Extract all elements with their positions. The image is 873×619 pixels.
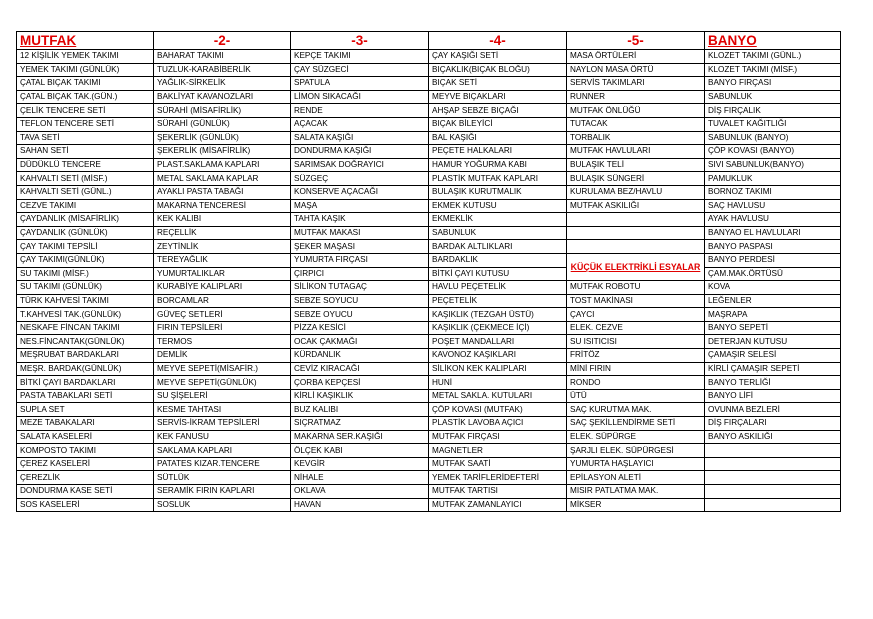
table-cell: PEÇETE HALKALARI [429, 145, 567, 159]
table-cell: KİRLİ KAŞIKLIK [291, 389, 429, 403]
table-cell: KAHVALTI SETİ (MİSF.) [17, 172, 154, 186]
table-cell: MAKARNA SER.KAŞIĞI [291, 430, 429, 444]
table-cell: DETERJAN KUTUSU [705, 335, 841, 349]
table-row [17, 471, 841, 485]
table-cell: BAKLİYAT KAVANOZLARI [154, 90, 291, 104]
table-cell: BARDAKLIK [429, 253, 567, 267]
table-cell: ÇAMAŞIR SELESİ [705, 349, 841, 363]
table-cell: KEK FANUSU [154, 430, 291, 444]
table-cell: MUTFAK ÖNLÜĞÜ [567, 104, 705, 118]
table-cell: ÇORBA KEPÇESİ [291, 376, 429, 390]
table-cell: PİZZA KESİCİ [291, 321, 429, 335]
table-cell: KURABİYE KALIPLARI [154, 281, 291, 295]
table-cell: YUMURTALIKLAR [154, 267, 291, 281]
table-row [17, 403, 841, 417]
table-cell: KOVA [705, 281, 841, 295]
table-row [17, 376, 841, 390]
table-cell: ÇAYDANLIK (GÜNLÜK) [17, 226, 154, 240]
table-row [17, 199, 841, 213]
table-cell: BANYO LİFİ [705, 389, 841, 403]
table-cell: ÜTÜ [567, 389, 705, 403]
table-cell: SÜTLÜK [154, 471, 291, 485]
table-row [17, 308, 841, 322]
table-cell: RUNNER [567, 90, 705, 104]
table-cell: EKMEK KUTUSU [429, 199, 567, 213]
table-cell: SAÇ ŞEKİLLENDİRME SETİ [567, 417, 705, 431]
table-cell: SAÇ KURUTMA MAK. [567, 403, 705, 417]
table-row [17, 253, 841, 267]
table-cell: BANYO FIRÇASI [705, 77, 841, 91]
table-row [17, 498, 841, 512]
table-row [17, 321, 841, 335]
table-cell: BANYO PASPASI [705, 240, 841, 254]
table-cell: MEZE TABAKALARI [17, 417, 154, 431]
table-cell: SUPLA SET [17, 403, 154, 417]
table-cell: MUTFAK FIRÇASI [429, 430, 567, 444]
table-cell: MAŞA [291, 199, 429, 213]
table-cell [705, 457, 841, 471]
table-cell: KEVGİR [291, 457, 429, 471]
table-row [17, 90, 841, 104]
table-cell: SOSLUK [154, 498, 291, 512]
table-row [17, 362, 841, 376]
table-cell: TUVALET KAĞITLIĞI [705, 117, 841, 131]
table-cell: SİLİKON TUTAGAÇ [291, 281, 429, 295]
table-cell: OVUNMA BEZLERİ [705, 403, 841, 417]
table-cell: MEŞR. BARDAK(GÜNLÜK) [17, 362, 154, 376]
table-row [17, 444, 841, 458]
table-cell [567, 240, 705, 254]
table-cell: PASTA TABAKLARI SETİ [17, 389, 154, 403]
table-cell: ÇATAL BIÇAK TAK.(GÜN.) [17, 90, 154, 104]
table-cell: MUTFAK ZAMANLAYICI [429, 498, 567, 512]
table-cell: TEFLON TENCERE SETİ [17, 117, 154, 131]
table-cell: OKLAVA [291, 485, 429, 499]
table-cell: BIÇAK SETİ [429, 77, 567, 91]
table-cell: MEŞRUBAT BARDAKLARI [17, 349, 154, 363]
table-cell: DİŞ FIRÇALARI [705, 417, 841, 431]
table-cell: KEK KALIBI [154, 213, 291, 227]
table-cell: ÇAM.MAK.ÖRTÜSÜ [705, 267, 841, 281]
table-row [17, 117, 841, 131]
table-cell: NESKAFE FİNCAN TAKIMI [17, 321, 154, 335]
table-cell: 12 KİŞİLİK YEMEK TAKIMI [17, 50, 154, 64]
table-cell: GÜVEÇ SETLERİ [154, 308, 291, 322]
table-cell: SAHAN SETİ [17, 145, 154, 159]
table-cell: ÖLÇEK KABI [291, 444, 429, 458]
table-cell: KAŞIKLIK (ÇEKMECE İÇİ) [429, 321, 567, 335]
table-cell: REÇELLİK [154, 226, 291, 240]
table-cell: TERMOS [154, 335, 291, 349]
table-row [17, 457, 841, 471]
table-cell: PEÇETELİK [429, 294, 567, 308]
table-cell: HAMUR YOĞURMA KABI [429, 158, 567, 172]
table-cell: SERVİS-İKRAM TEPSİLERİ [154, 417, 291, 431]
table-cell: SOS KASELERİ [17, 498, 154, 512]
header-mutfak: MUTFAK [17, 32, 154, 50]
table-cell: BANYO PERDESİ [705, 253, 841, 267]
table-cell: MUTFAK ASKILIĞI [567, 199, 705, 213]
table-cell: BIÇAKLIK(BIÇAK BLOĞU) [429, 63, 567, 77]
table-row [17, 172, 841, 186]
table-cell: HAVLU PEÇETELİK [429, 281, 567, 295]
table-cell: ÇAY TAKIMI TEPSİLİ [17, 240, 154, 254]
table-cell: HUNİ [429, 376, 567, 390]
table-cell: PAMUKLUK [705, 172, 841, 186]
table-cell: ELEK. SÜPÜRGE [567, 430, 705, 444]
table-cell: BARDAK ALTLIKLARI [429, 240, 567, 254]
table-cell: ÇEREZLİK [17, 471, 154, 485]
table-cell [705, 471, 841, 485]
table-row [17, 281, 841, 295]
table-cell: ÇÖP KOVASI (MUTFAK) [429, 403, 567, 417]
table-cell: SU TAKIMI (MİSF.) [17, 267, 154, 281]
table-cell: FIRIN TEPSİLERİ [154, 321, 291, 335]
table-cell: TAHTA KAŞIK [291, 213, 429, 227]
table-cell: BIÇAK BİLEYİCİ [429, 117, 567, 131]
table-row [17, 226, 841, 240]
table-row [17, 294, 841, 308]
table-cell: BİTKİ ÇAYI KUTUSU [429, 267, 567, 281]
table-cell: TAVA SETİ [17, 131, 154, 145]
table-cell: DEMLİK [154, 349, 291, 363]
table-cell: ÇAY SÜZGECİ [291, 63, 429, 77]
table-cell: MEYVE SEPETİ(MİSAFİR.) [154, 362, 291, 376]
table-cell: SALATA KAŞIĞI [291, 131, 429, 145]
table-row [17, 417, 841, 431]
table-cell: DÜDÜKLÜ TENCERE [17, 158, 154, 172]
table-cell: PLASTİK LAVOBA AÇICI [429, 417, 567, 431]
table-cell: KURULAMA BEZ/HAVLU [567, 185, 705, 199]
table-cell: BORNOZ TAKIMI [705, 185, 841, 199]
table-row [17, 335, 841, 349]
table-cell: ÇAYDANLIK (MİSAFİRLİK) [17, 213, 154, 227]
table-cell: METAL SAKLAMA KAPLAR [154, 172, 291, 186]
table-row [17, 131, 841, 145]
table-cell: BUZ KALIBI [291, 403, 429, 417]
table-row [17, 213, 841, 227]
table-cell: DONDURMA KASE SETİ [17, 485, 154, 499]
table-cell: MUTFAK HAVLULARI [567, 145, 705, 159]
table-cell: SERVİS TAKIMLARI [567, 77, 705, 91]
table-cell: BORCAMLAR [154, 294, 291, 308]
table-cell: BULAŞIK KURUTMALIK [429, 185, 567, 199]
table-cell: MİKSER [567, 498, 705, 512]
table-cell: SAKLAMA KAPLARI [154, 444, 291, 458]
table-cell: SÜZGEÇ [291, 172, 429, 186]
header-col-3: -3- [291, 32, 429, 50]
header-banyo: BANYO [705, 32, 841, 50]
table-cell: EKMEKLİK [429, 213, 567, 227]
table-cell: MUTFAK TARTISI [429, 485, 567, 499]
table-cell: PLAST.SAKLAMA KAPLARI [154, 158, 291, 172]
table-cell: KÜRDANLIK [291, 349, 429, 363]
table-row [17, 158, 841, 172]
table-cell: ŞARJLI ELEK. SÜPÜRGESİ [567, 444, 705, 458]
header-row [17, 32, 841, 50]
table-cell: SIÇRATMAZ [291, 417, 429, 431]
table-cell: AYAK HAVLUSU [705, 213, 841, 227]
table-cell: MAŞRAPA [705, 308, 841, 322]
table-cell: SÜRAHİ (GÜNLÜK) [154, 117, 291, 131]
table-cell [567, 226, 705, 240]
table-cell: KİRLİ ÇAMAŞIR SEPETİ [705, 362, 841, 376]
table-cell: MEYVE BIÇAKLARI [429, 90, 567, 104]
table-cell: KLOZET TAKIMI (GÜNL.) [705, 50, 841, 64]
table-row [17, 145, 841, 159]
header-col-5: -5- [567, 32, 705, 50]
table-cell: KLOZET TAKIMI (MİSF.) [705, 63, 841, 77]
table-cell: YEMEK TARİFLERİDEFTERİ [429, 471, 567, 485]
table-cell: OCAK ÇAKMAĞI [291, 335, 429, 349]
table-row [17, 389, 841, 403]
table-cell: BANYO ASKILIĞI [705, 430, 841, 444]
table-cell [705, 444, 841, 458]
table-cell: ÇELİK TENCERE SETİ [17, 104, 154, 118]
table-row [17, 185, 841, 199]
table-cell: MUTFAK SAATİ [429, 457, 567, 471]
table-cell: SU ISITICISI [567, 335, 705, 349]
table-cell: SARIMSAK DOĞRAYICI [291, 158, 429, 172]
table-cell: YAĞLIK-SİRKELİK [154, 77, 291, 91]
table-cell: SALATA KASELERİ [17, 430, 154, 444]
table-cell: NİHALE [291, 471, 429, 485]
table-cell: MUTFAK MAKASI [291, 226, 429, 240]
table-cell [705, 485, 841, 499]
table-cell: NAYLON MASA ÖRTÜ [567, 63, 705, 77]
table-cell: PLASTİK MUTFAK KAPLARI [429, 172, 567, 186]
table-cell: SAÇ HAVLUSU [705, 199, 841, 213]
table-cell: BAL KAŞIĞI [429, 131, 567, 145]
table-cell: TUZLUK-KARABİBERLİK [154, 63, 291, 77]
header-col-4: -4- [429, 32, 567, 50]
table-cell: ŞEKERLİK (MİSAFİRLİK) [154, 145, 291, 159]
table-row [17, 240, 841, 254]
table-row [17, 63, 841, 77]
table-cell: TORBALIK [567, 131, 705, 145]
table-cell: RENDE [291, 104, 429, 118]
table-cell: NES.FİNCANTAK(GÜNLÜK) [17, 335, 154, 349]
table-cell: BANYO SEPETİ [705, 321, 841, 335]
table-cell: ÇEREZ KASELERİ [17, 457, 154, 471]
table-cell: HAVAN [291, 498, 429, 512]
table-cell: ŞEKER MAŞASI [291, 240, 429, 254]
table-cell: BULAŞIK SÜNGERİ [567, 172, 705, 186]
table-cell: ÇAY KAŞIĞI SETİ [429, 50, 567, 64]
table-cell: ZEYTİNLİK [154, 240, 291, 254]
table-cell: SİLİKON KEK KALIPLARI [429, 362, 567, 376]
table-cell: TÜRK KAHVESİ TAKIMI [17, 294, 154, 308]
table-cell: MAGNETLER [429, 444, 567, 458]
table-cell: TEREYAĞLIK [154, 253, 291, 267]
table-cell: METAL SAKLA. KUTULARI [429, 389, 567, 403]
table-cell: SU ŞİŞELERİ [154, 389, 291, 403]
table-body [17, 50, 841, 512]
table-cell: KOMPOSTO TAKIMI [17, 444, 154, 458]
table-cell: SIVI SABUNLUK(BANYO) [705, 158, 841, 172]
table-cell: MAKARNA TENCERESİ [154, 199, 291, 213]
table-cell: PATATES KIZAR.TENCERE [154, 457, 291, 471]
table-cell: MİNİ FIRIN [567, 362, 705, 376]
table-cell: RONDO [567, 376, 705, 390]
table-cell: ÇAY TAKIMI(GÜNLÜK) [17, 253, 154, 267]
table-cell: LİMON SIKACAĞI [291, 90, 429, 104]
table-cell: KAŞIKLIK (TEZGAH ÜSTÜ) [429, 308, 567, 322]
table-cell: FRİTÖZ [567, 349, 705, 363]
table-cell: SÜRAHİ (MİSAFİRLİK) [154, 104, 291, 118]
table-cell: YUMURTA HAŞLAYICI [567, 457, 705, 471]
table-cell: TOST MAKİNASI [567, 294, 705, 308]
table-cell: DONDURMA KAŞIĞI [291, 145, 429, 159]
table-cell: YEMEK TAKIMI (GÜNLÜK) [17, 63, 154, 77]
table-cell: AÇACAK [291, 117, 429, 131]
table-cell: MISIR PATLATMA MAK. [567, 485, 705, 499]
table-row [17, 430, 841, 444]
table-cell: BAHARAT TAKIMI [154, 50, 291, 64]
table-cell: KONSERVE AÇACAĞI [291, 185, 429, 199]
table-cell: TUTACAK [567, 117, 705, 131]
table-cell: SPATULA [291, 77, 429, 91]
table-cell: AYAKLI PASTA TABAĞI [154, 185, 291, 199]
table-cell: YUMURTA FIRÇASI [291, 253, 429, 267]
table-cell: ÇIRPICI [291, 267, 429, 281]
table-row [17, 77, 841, 91]
table-cell: ÇAYCI [567, 308, 705, 322]
table-cell: BULAŞIK TELİ [567, 158, 705, 172]
table-cell: MUTFAK ROBOTU [567, 281, 705, 295]
table-cell: CEVİZ KIRACAĞI [291, 362, 429, 376]
table-cell: ÇATAL BIÇAK TAKIMI [17, 77, 154, 91]
header-col-2: -2- [154, 32, 291, 50]
table-row [17, 349, 841, 363]
table-cell: SEBZE OYUCU [291, 308, 429, 322]
table-cell: SEBZE SOYUCU [291, 294, 429, 308]
table-row [17, 104, 841, 118]
table-cell: BANYO TERLİĞİ [705, 376, 841, 390]
table-cell: POŞET MANDALLARI [429, 335, 567, 349]
table-cell: KESME TAHTASI [154, 403, 291, 417]
table-cell: SABUNLUK [429, 226, 567, 240]
table-cell: SABUNLUK (BANYO) [705, 131, 841, 145]
table-cell [705, 498, 841, 512]
table-row [17, 50, 841, 64]
table-cell: SERAMİK FIRIN KAPLARI [154, 485, 291, 499]
table-cell: KAVONOZ KAŞIKLARI [429, 349, 567, 363]
table-row [17, 485, 841, 499]
table-cell [567, 213, 705, 227]
table-cell: SU TAKIMI (GÜNLÜK) [17, 281, 154, 295]
table-cell: BANYAO EL HAVLULARI [705, 226, 841, 240]
table-cell: SABUNLUK [705, 90, 841, 104]
table-cell: ÇÖP KOVASI (BANYO) [705, 145, 841, 159]
table-cell: ELEK. CEZVE [567, 321, 705, 335]
table-cell: MASA ÖRTÜLERİ [567, 50, 705, 64]
table-cell: T.KAHVESİ TAK.(GÜNLÜK) [17, 308, 154, 322]
table-cell: LEĞENLER [705, 294, 841, 308]
table-cell: KEPÇE TAKIMI [291, 50, 429, 64]
table-cell: AHŞAP SEBZE BIÇAĞI [429, 104, 567, 118]
table-cell: KAHVALTI SETİ (GÜNL.) [17, 185, 154, 199]
checklist-table [16, 31, 841, 512]
section-label-small-appliances: KÜÇÜK ELEKTRİKLİ ESYALAR [567, 253, 705, 280]
table-cell: EPİLASYON ALETİ [567, 471, 705, 485]
table-cell: BİTKİ ÇAYI BARDAKLARI [17, 376, 154, 390]
table-cell: ŞEKERLİK (GÜNLÜK) [154, 131, 291, 145]
table-row [17, 267, 841, 281]
table-cell: MEYVE SEPETİ(GÜNLÜK) [154, 376, 291, 390]
table-cell: CEZVE TAKIMI [17, 199, 154, 213]
table-cell: DİŞ FIRÇALIK [705, 104, 841, 118]
